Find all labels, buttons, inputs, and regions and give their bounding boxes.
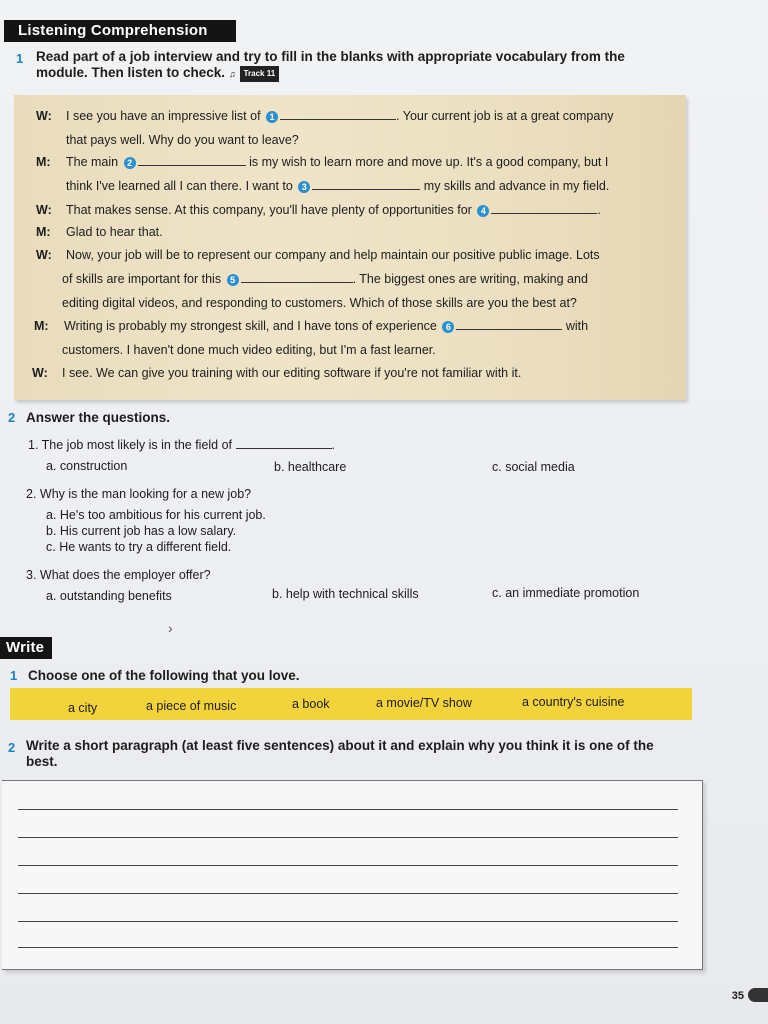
topic-option[interactable]: a country's cuisine — [522, 695, 625, 709]
exercise-number: 1 — [16, 51, 24, 66]
dialogue-line — [36, 155, 608, 169]
speaker-label: M: — [34, 319, 49, 333]
blank-number-badge: 4 — [477, 205, 489, 217]
dialogue-text: That makes sense. At this company, you'll have plenty of opportunities for — [66, 203, 472, 217]
answer-option[interactable]: b. healthcare — [274, 460, 347, 474]
dialogue-line — [32, 366, 521, 380]
answer-option[interactable]: a. outstanding benefits — [46, 589, 172, 603]
blank-3[interactable] — [312, 179, 420, 190]
dialogue-line: editing digital videos, and responding to customers. Which of those skills are you the best at? — [62, 296, 577, 310]
instruction-line-2: best. — [26, 754, 58, 769]
dialogue-line — [36, 248, 600, 262]
section-header-write: Write — [0, 637, 52, 659]
dialogue-text: The main — [66, 155, 119, 169]
dialogue-line — [36, 203, 601, 217]
topic-options-bar — [10, 688, 692, 720]
answer-option[interactable]: c. social media — [492, 460, 575, 474]
blank-number-badge: 5 — [227, 274, 239, 286]
answer-option[interactable]: a. He's too ambitious for his current job. — [46, 508, 266, 522]
blank-5[interactable] — [241, 272, 353, 283]
dialogue-text: I see. We can give you training with our editing software if you're not familiar with it. — [62, 366, 522, 380]
exercise-number: 2 — [8, 740, 16, 755]
topic-option[interactable]: a city — [68, 701, 98, 715]
writing-line[interactable] — [18, 893, 678, 894]
answer-option[interactable]: c. He wants to try a different field. — [46, 540, 232, 554]
dialogue-text: Glad to hear that. — [66, 225, 163, 239]
topic-option[interactable]: a movie/TV show — [376, 696, 472, 710]
page-tab-marker — [748, 988, 768, 1002]
writing-line[interactable] — [18, 809, 678, 810]
question-text: 1. The job most likely is in the field of — [28, 438, 233, 452]
topic-option[interactable]: a book — [292, 697, 330, 711]
dialogue-text: . Your current job is at a great company — [396, 109, 614, 123]
dialogue-text: . — [597, 203, 601, 217]
dialogue-line: that pays well. Why do you want to leave? — [66, 133, 299, 147]
dialogue-text: . The biggest ones are writing, making and — [352, 272, 588, 286]
question-3: 3. What does the employer offer? — [26, 568, 211, 582]
dialogue-line — [36, 225, 163, 239]
question-text: . — [331, 438, 336, 452]
dialogue-text: I see you have an impressive list of — [66, 109, 261, 123]
blank-number-badge: 3 — [298, 181, 310, 193]
answer-option[interactable]: c. an immediate promotion — [492, 586, 640, 600]
speaker-label: M: — [36, 225, 51, 239]
dialogue-text: Now, your job will be to represent our company and help maintain our positive public image. Lots — [66, 248, 600, 262]
section-header-listening: Listening Comprehension — [4, 20, 236, 42]
dialogue-line — [34, 319, 588, 333]
exercise-2-instruction: Answer the questions. — [26, 410, 171, 425]
answer-option[interactable]: a. construction — [46, 459, 128, 473]
dialogue-line: customers. I haven't done much video editing, but I'm a fast learner. — [62, 343, 436, 357]
instruction-line-1: Read part of a job interview and try to fill in the blanks with appropriate vocabulary from the — [36, 49, 625, 64]
speaker-label: W: — [32, 366, 48, 380]
speaker-label: M: — [36, 155, 51, 169]
exercise-number: 2 — [8, 410, 16, 425]
blank-2[interactable] — [138, 155, 246, 166]
dialogue-line — [36, 109, 614, 123]
writing-line[interactable] — [18, 865, 678, 866]
dialogue-text: Writing is probably my strongest skill, and I have tons of experience — [64, 319, 437, 333]
audio-track-badge[interactable] — [229, 65, 279, 80]
dialogue-box — [14, 95, 686, 400]
writing-line[interactable] — [18, 837, 678, 838]
blank-4[interactable] — [491, 203, 597, 214]
dialogue-text: my skills and advance in my field. — [423, 179, 610, 193]
writing-line[interactable] — [18, 921, 678, 922]
dialogue-text: with — [565, 319, 589, 333]
track-label: Track 11 — [240, 66, 280, 82]
speaker-label: W: — [36, 109, 52, 123]
answer-option[interactable]: b. His current job has a low salary. — [46, 524, 237, 538]
blank-number-badge: 6 — [442, 321, 454, 333]
answer-option[interactable]: b. help with technical skills — [272, 587, 419, 601]
dialogue-text: is my wish to learn more and move up. It's a good company, but I — [249, 155, 609, 169]
question-2: 2. Why is the man looking for a new job? — [26, 487, 252, 501]
speaker-label: W: — [36, 203, 52, 217]
pen-mark: › — [168, 620, 173, 636]
page-number: 35 — [731, 990, 744, 1002]
speaker-label: W: — [36, 248, 52, 262]
exercise-number: 1 — [10, 668, 18, 683]
instruction-line-2: module. Then listen to check. — [36, 65, 226, 80]
answer-blank[interactable] — [236, 438, 332, 449]
write-exercise-2-instruction — [26, 738, 706, 770]
exercise-1-instruction — [36, 49, 696, 82]
blank-number-badge: 2 — [124, 157, 136, 169]
blank-number-badge: 1 — [266, 111, 278, 123]
audio-icon: ♫ — [228, 69, 236, 79]
topic-option[interactable]: a piece of music — [146, 699, 237, 713]
write-exercise-1-instruction: Choose one of the following that you love. — [28, 668, 300, 683]
dialogue-line — [66, 179, 609, 193]
dialogue-line — [62, 272, 588, 286]
dialogue-text: think I've learned all I can there. I want to — [66, 179, 293, 193]
writing-line[interactable] — [18, 947, 678, 948]
dialogue-text: of skills are important for this — [62, 272, 222, 286]
writing-area[interactable] — [2, 780, 703, 970]
blank-6[interactable] — [456, 319, 562, 330]
instruction-line-1: Write a short paragraph (at least five sentences) about it and explain why you think it is one of the — [26, 738, 654, 753]
question-1 — [28, 438, 335, 452]
blank-1[interactable] — [280, 109, 396, 120]
